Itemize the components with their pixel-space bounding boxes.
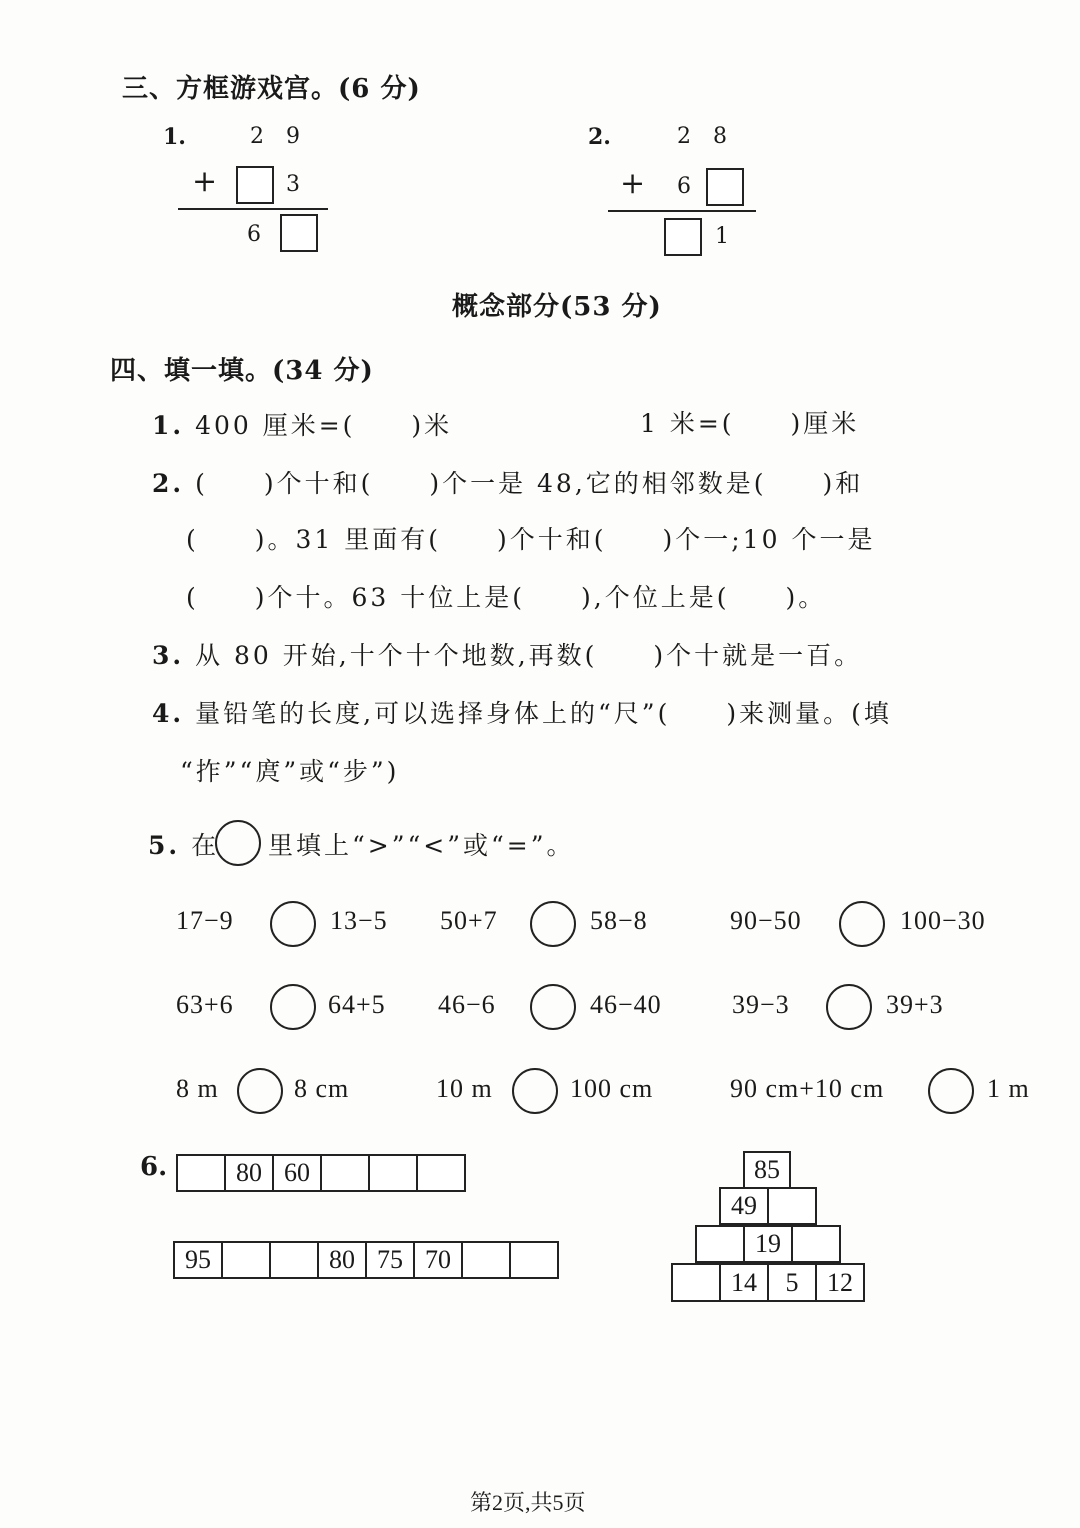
question-number: 5. (148, 831, 181, 860)
pyramid-cell: 14 (719, 1263, 769, 1302)
strip-cell[interactable] (418, 1156, 464, 1190)
right-expression: 13−5 (330, 906, 388, 935)
compare-circle[interactable] (270, 901, 316, 947)
strip-cell[interactable] (223, 1243, 271, 1277)
sum-line (608, 210, 756, 212)
question-4 (152, 694, 892, 730)
question-5 (148, 826, 219, 862)
question-5-text: 里填上“>”“<”或“=”。 (268, 831, 575, 860)
question-text: 从 80 开始,十个十个地数,再数( )个十就是一百。 (195, 641, 863, 670)
concept-title: 概念部分(53 分) (452, 292, 662, 322)
question-number: 3. (152, 641, 185, 670)
pyramid-cell[interactable] (767, 1187, 817, 1225)
question-text: 在 (191, 831, 220, 860)
left-expression: 46−6 (438, 990, 496, 1019)
question-number: 4. (152, 699, 185, 728)
digit: 1 (715, 224, 729, 249)
question-text: 400 厘米=( )米 (195, 411, 453, 440)
question-4-line2: “拃”“庹”或“步”) (180, 757, 400, 786)
pyramid-cell: 12 (815, 1263, 865, 1302)
digit: 6 (677, 174, 691, 199)
strip-cell[interactable] (322, 1156, 370, 1190)
question-2 (152, 464, 863, 500)
answer-box[interactable] (706, 168, 744, 206)
compare-circle[interactable] (237, 1068, 283, 1114)
pyramid-cell: 49 (719, 1187, 769, 1225)
number-strip-1 (176, 1154, 466, 1192)
question-number: 1. (152, 411, 185, 440)
answer-box[interactable] (236, 166, 274, 204)
compare-circle[interactable] (270, 984, 316, 1030)
question-3 (152, 636, 862, 672)
right-expression: 8 cm (294, 1074, 350, 1103)
question-1 (152, 406, 452, 442)
left-expression: 10 m (436, 1074, 493, 1103)
right-expression: 39+3 (886, 990, 944, 1019)
right-expression: 100−30 (900, 906, 986, 935)
right-expression: 1 m (987, 1074, 1030, 1103)
digit: 2 (250, 124, 264, 149)
right-expression: 46−40 (590, 990, 662, 1019)
left-expression: 90 cm+10 cm (730, 1074, 885, 1103)
digit: 9 (286, 124, 300, 149)
pyramid-cell: 85 (743, 1151, 791, 1189)
question-2-line2: ( )。31 里面有( )个十和( )个一;10 个一是 (186, 525, 876, 554)
left-expression: 17−9 (176, 906, 234, 935)
pyramid-cell: 19 (743, 1225, 793, 1263)
question-1b: 1 米=( )厘米 (640, 409, 860, 438)
answer-box[interactable] (280, 214, 318, 252)
section3-title: 三、方框游戏宫。(6 分) (122, 74, 421, 104)
question-text: 量铅笔的长度,可以选择身体上的“尺”( )来测量。(填 (195, 699, 892, 728)
strip-cell[interactable] (178, 1156, 226, 1190)
strip-cell: 60 (274, 1156, 322, 1190)
circle-icon (215, 820, 261, 866)
strip-cell[interactable] (511, 1243, 557, 1277)
compare-circle[interactable] (530, 984, 576, 1030)
compare-circle[interactable] (530, 901, 576, 947)
strip-cell: 75 (367, 1243, 415, 1277)
number-strip-2 (173, 1241, 559, 1279)
question-number: 2. (152, 469, 185, 498)
digit: 3 (286, 172, 300, 197)
right-expression: 64+5 (328, 990, 386, 1019)
plus-sign: + (620, 166, 646, 201)
plus-sign: + (192, 164, 218, 199)
question-number: 6. (140, 1152, 168, 1182)
strip-cell: 95 (175, 1243, 223, 1277)
strip-cell[interactable] (370, 1156, 418, 1190)
left-expression: 39−3 (732, 990, 790, 1019)
strip-cell[interactable] (271, 1243, 319, 1277)
compare-circle[interactable] (512, 1068, 558, 1114)
left-expression: 63+6 (176, 990, 234, 1019)
question-2-line3: ( )个十。63 十位上是( ),个位上是( )。 (186, 583, 827, 612)
strip-cell: 80 (226, 1156, 274, 1190)
strip-cell: 70 (415, 1243, 463, 1277)
right-expression: 58−8 (590, 906, 648, 935)
digit: 8 (713, 124, 727, 149)
digit: 6 (247, 222, 261, 247)
pyramid-cell[interactable] (671, 1263, 721, 1302)
answer-box[interactable] (664, 218, 702, 256)
left-expression: 50+7 (440, 906, 498, 935)
sum-line (178, 208, 328, 210)
strip-cell[interactable] (463, 1243, 511, 1277)
left-expression: 90−50 (730, 906, 802, 935)
question-text: ( )个十和( )个一是 48,它的相邻数是( )和 (195, 469, 864, 498)
right-expression: 100 cm (570, 1074, 654, 1103)
section4-title: 四、填一填。(34 分) (110, 356, 374, 386)
digit: 2 (677, 124, 691, 149)
pyramid-cell[interactable] (791, 1225, 841, 1263)
pyramid-cell[interactable] (695, 1225, 745, 1263)
strip-cell: 80 (319, 1243, 367, 1277)
compare-circle[interactable] (928, 1068, 974, 1114)
compare-circle[interactable] (826, 984, 872, 1030)
left-expression: 8 m (176, 1074, 219, 1103)
problem-number: 2. (588, 124, 611, 150)
pyramid-cell: 5 (767, 1263, 817, 1302)
problem-number: 1. (163, 124, 186, 150)
page-footer: 第2页,共5页 (470, 1490, 586, 1515)
compare-circle[interactable] (839, 901, 885, 947)
